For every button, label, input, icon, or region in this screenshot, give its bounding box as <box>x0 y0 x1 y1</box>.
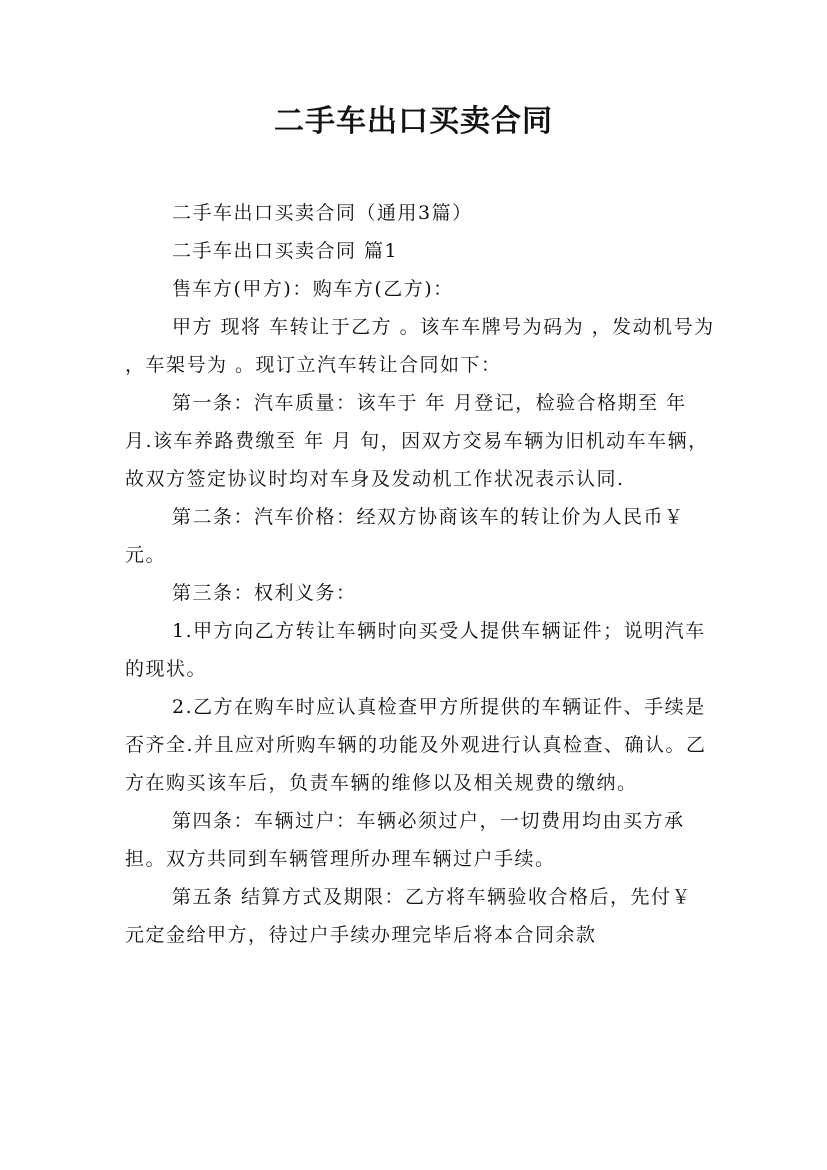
paragraph-article-3-item-1: 1.甲方向乙方转让车辆时向买受人提供车辆证件；说明汽车的现状。 <box>125 620 706 680</box>
paragraph-part-heading: 二手车出口买卖合同 篇1 <box>172 240 399 262</box>
document-title: 二手车出口买卖合同 <box>274 104 553 139</box>
paragraph-article-1: 第一条：汽车质量：该车于 年 月登记，检验合格期至 年 月.该车养路费缴至 年 月 旬，因双方交易车辆为旧机动车车辆，故双方签定协议时均对车身及发动机工作状况表示认同. <box>125 392 709 490</box>
paragraph-article-4: 第四条：车辆过户：车辆必须过户，一切费用均由买方承担。双方共同到车辆管理所办理车辆过户手续。 <box>125 810 685 870</box>
paragraph-parties: 售车方(甲方)：购车方(乙方)： <box>172 278 454 300</box>
paragraph-article-3-item-2: 2.乙方在购车时应认真检查甲方所提供的车辆证件、手续是否齐全.并且应对所购车辆的功能及外观进行认真检查、确认。乙方在购买该车后，负责车辆的维修以及相关规费的缴纳。 <box>125 696 707 794</box>
paragraph-article-2: 第二条：汽车价格：经双方协商该车的转让价为人民币￥ 元。 <box>125 506 693 566</box>
document-body <box>125 194 723 954</box>
paragraph-doc-heading: 二手车出口买卖合同（通用3篇） <box>172 202 473 224</box>
paragraph-intro: 甲方 现将 车转让于乙方 。该车车牌号为码为 ，发动机号为 ，车架号为 。现订立汽车转让合同如下： <box>125 316 723 376</box>
paragraph-article-3: 第三条：权利义务： <box>172 582 357 604</box>
paragraph-article-5: 第五条 结算方式及期限：乙方将车辆验收合格后，先付￥ 元定金给甲方，待过户手续办理完毕后将本合同余款 <box>125 886 700 946</box>
